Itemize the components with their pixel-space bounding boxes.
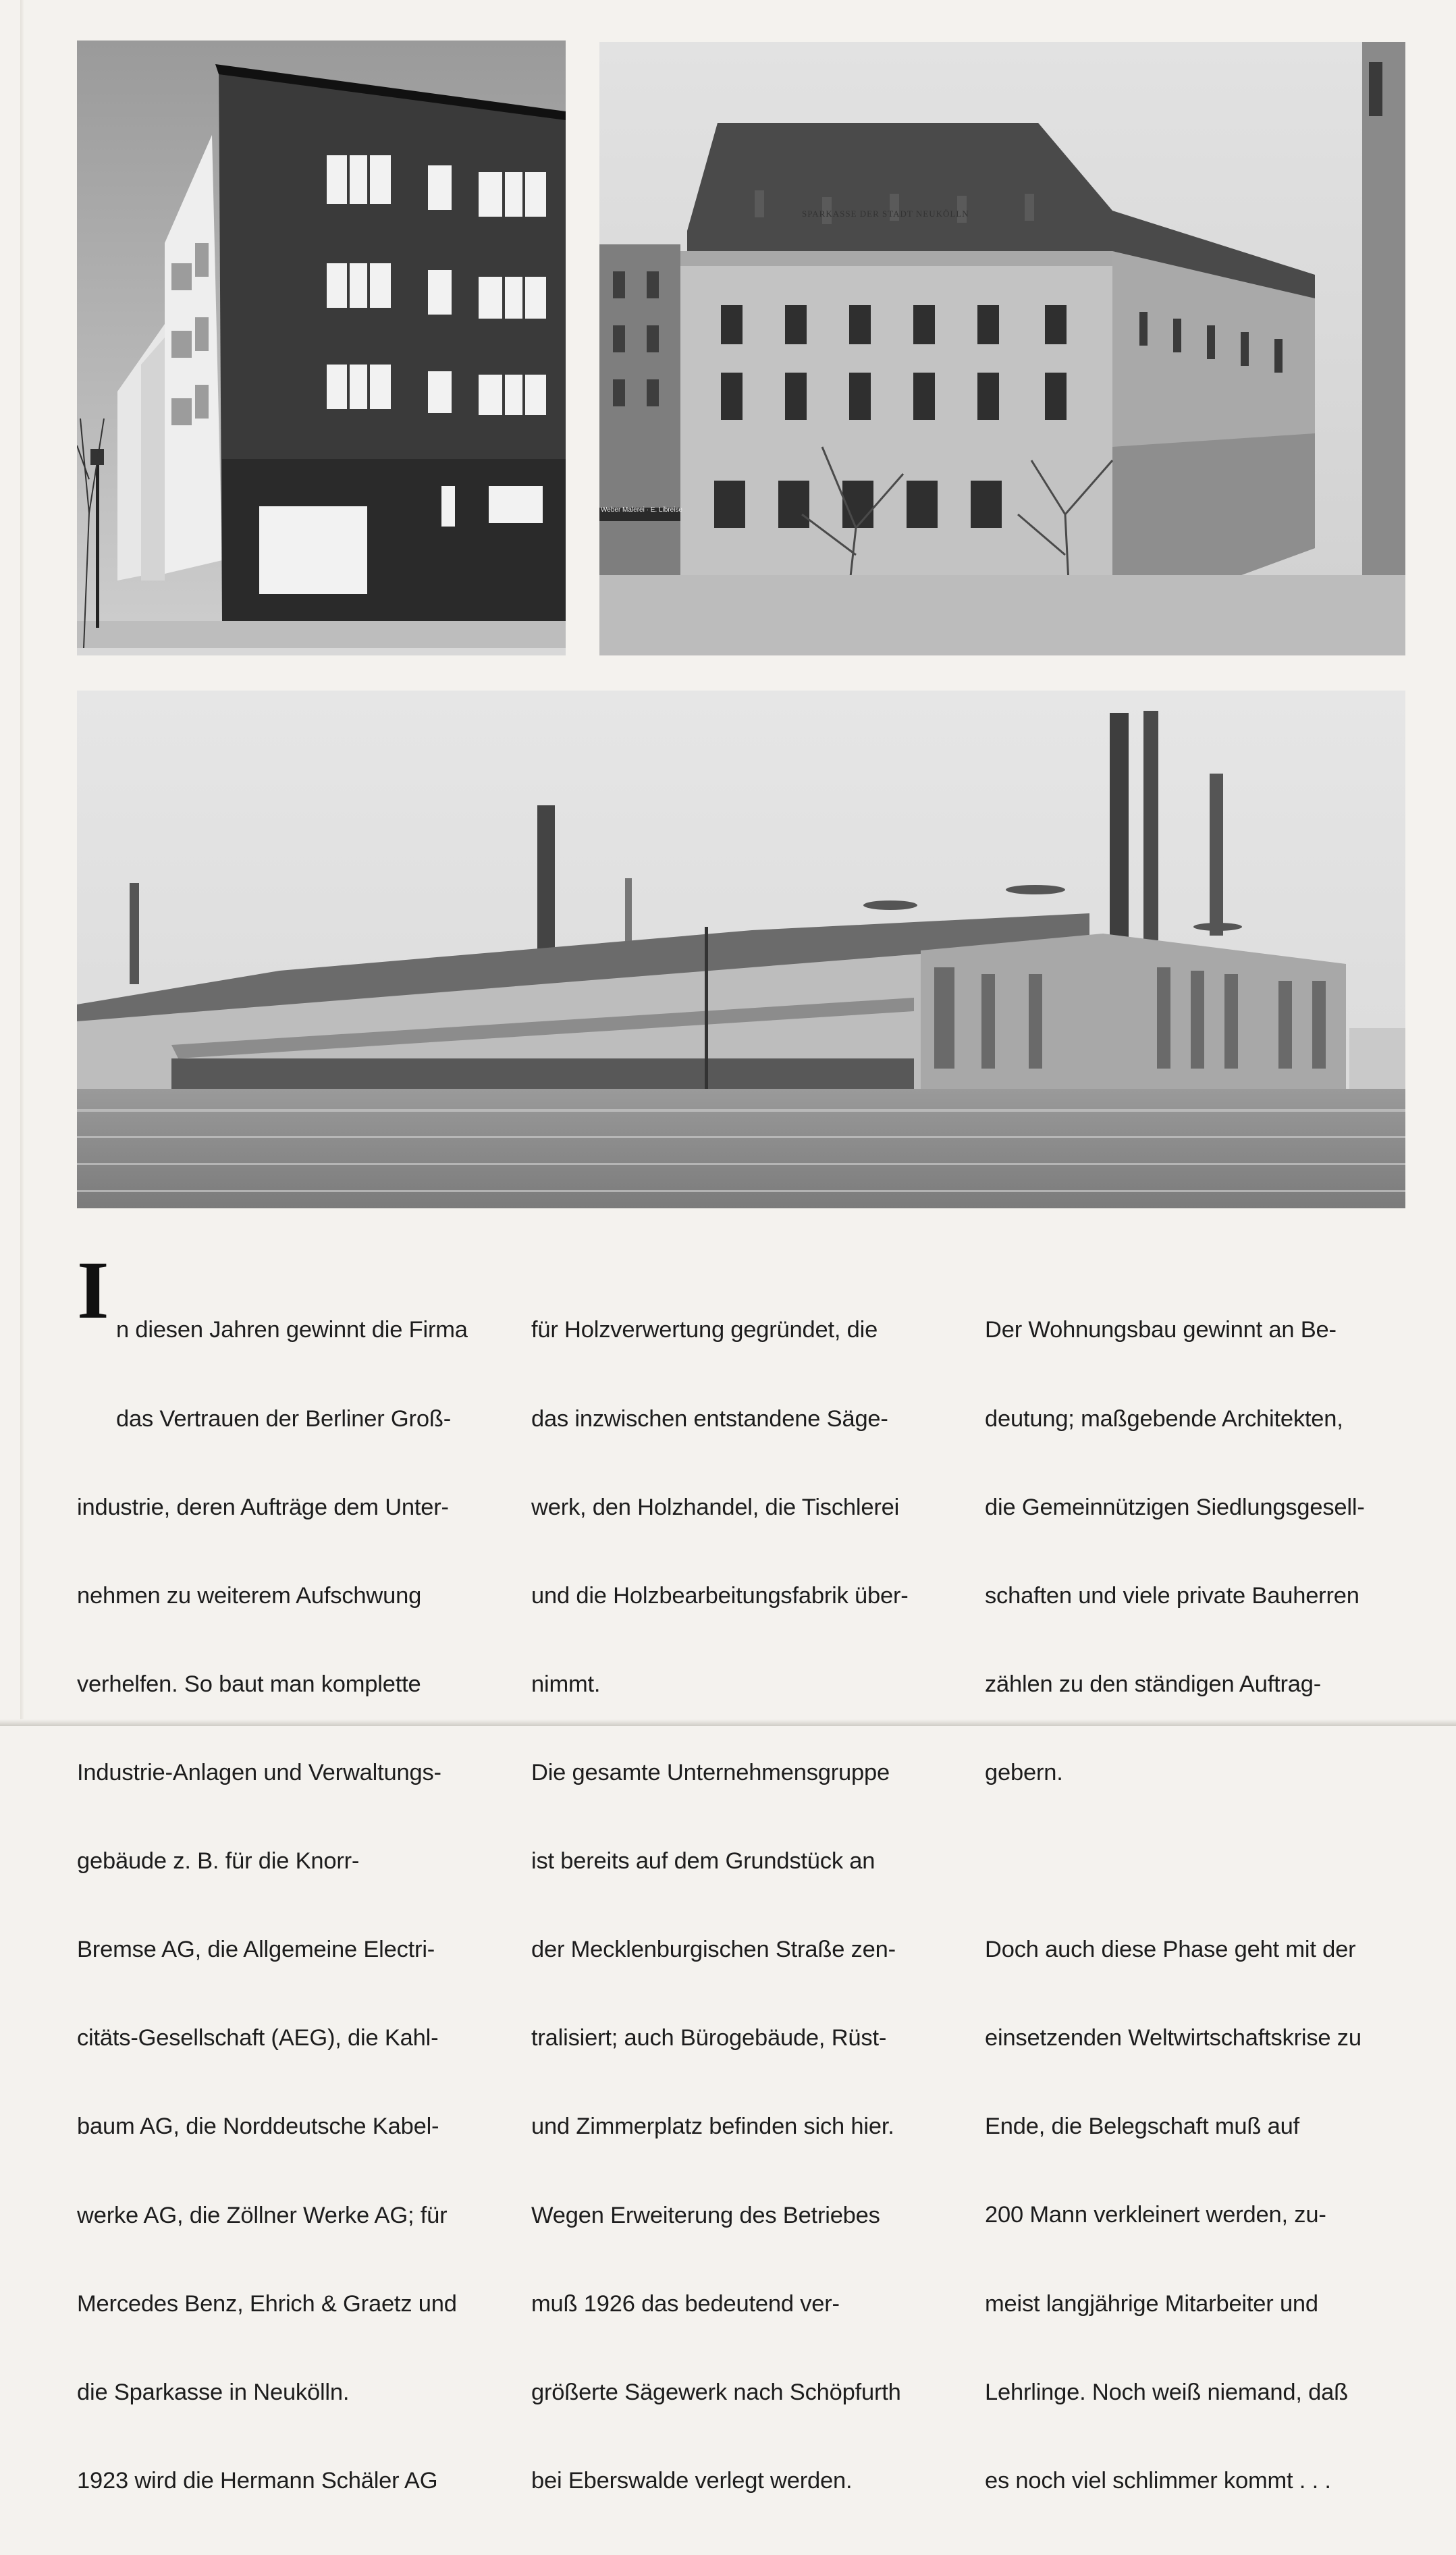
office-building-photo	[77, 41, 566, 655]
text-line: einsetzenden Weltwirtschaftskrise zu	[985, 2025, 1361, 2051]
text-line: Ende, die Belegschaft muß auf	[985, 2114, 1299, 2140]
text-line: verhelfen. So baut man komplette	[77, 1671, 421, 1697]
text-line: das Vertrauen der Berliner Groß-	[116, 1405, 451, 1432]
page-fold-shadow	[20, 0, 24, 1726]
text-line: Die gesamte Unternehmensgruppe	[531, 1759, 890, 1785]
text-line: 1923 wird die Hermann Schäler AG	[77, 2467, 438, 2494]
text-line: deutung; maßgebende Architekten,	[985, 1405, 1343, 1432]
text-line: bei Eberswalde verlegt werden.	[531, 2467, 853, 2494]
text-line: nimmt.	[531, 1671, 601, 1697]
facade-inscription: SPARKASSE DER STADT NEUKÖLLN	[802, 209, 969, 219]
column-1-body	[77, 1245, 468, 2555]
text-line: der Mecklenburgischen Straße zen-	[531, 1937, 896, 1963]
text-line: schaften und viele private Bauherren	[985, 1582, 1359, 1609]
text-line: werke AG, die Zöllner Werke AG; für	[77, 2202, 448, 2228]
text-line: Der Wohnungsbau gewinnt an Be-	[985, 1317, 1337, 1343]
text-line: n diesen Jahren gewinnt die Firma	[116, 1317, 468, 1343]
text-line: das inzwischen entstandene Säge-	[531, 1405, 888, 1432]
text-line: für Holzverwertung gegründet, die	[531, 1317, 878, 1343]
text-line: gebäude z. B. für die Knorr-	[77, 1848, 360, 1875]
text-line: werk, den Holzhandel, die Tischlerei	[531, 1494, 900, 1520]
text-line: zählen zu den ständigen Auftrag-	[985, 1671, 1322, 1697]
text-line: tralisiert; auch Bürogebäude, Rüst-	[531, 2025, 887, 2051]
text-line: 200 Mann verkleinert werden, zu-	[985, 2202, 1326, 2228]
drop-cap: I	[77, 1245, 109, 1336]
text-line: und Zimmerplatz befinden sich hier.	[531, 2114, 894, 2140]
text-line: die Sparkasse in Neukölln.	[77, 2379, 350, 2405]
text-line: Doch auch diese Phase geht mit der	[985, 1937, 1356, 1963]
article-column-2	[531, 1257, 963, 2525]
article-column-3	[985, 1257, 1417, 2525]
shop-sign: Weber Malerei · E. Libreise	[601, 506, 682, 514]
article-column-1	[77, 1245, 509, 2494]
text-line: und die Holzbearbeitungsfabrik über-	[531, 1582, 909, 1609]
factory-hall-photo	[77, 691, 1405, 1208]
text-line: die Gemeinnützigen Siedlungsgesell-	[985, 1494, 1365, 1520]
text-line: Bremse AG, die Allgemeine Electri-	[77, 1937, 435, 1963]
text-line: es noch viel schlimmer kommt . . .	[985, 2467, 1331, 2494]
text-line: baum AG, die Norddeutsche Kabel-	[77, 2114, 439, 2140]
text-line: meist langjährige Mitarbeiter und	[985, 2290, 1318, 2317]
text-line: Wegen Erweiterung des Betriebes	[531, 2202, 880, 2228]
text-line: gebern.	[985, 1759, 1063, 1785]
text-line: nehmen zu weiterem Aufschwung	[77, 1582, 422, 1609]
text-line: industrie, deren Aufträge dem Unter-	[77, 1494, 449, 1520]
text-line: Mercedes Benz, Ehrich & Graetz und	[77, 2290, 457, 2317]
text-line: muß 1926 das bedeutend ver-	[531, 2290, 840, 2317]
text-line: Lehrlinge. Noch weiß niemand, daß	[985, 2379, 1349, 2405]
sparkasse-building-photo	[599, 42, 1405, 655]
text-line: ist bereits auf dem Grundstück an	[531, 1848, 875, 1875]
page-bottom-edge	[0, 1719, 1456, 1726]
text-line	[985, 1847, 1417, 1877]
text-line: größerte Sägewerk nach Schöpfurth	[531, 2379, 901, 2405]
text-line: Industrie-Anlagen und Verwaltungs-	[77, 1759, 441, 1785]
text-line: citäts-Gesellschaft (AEG), die Kahl-	[77, 2025, 439, 2051]
